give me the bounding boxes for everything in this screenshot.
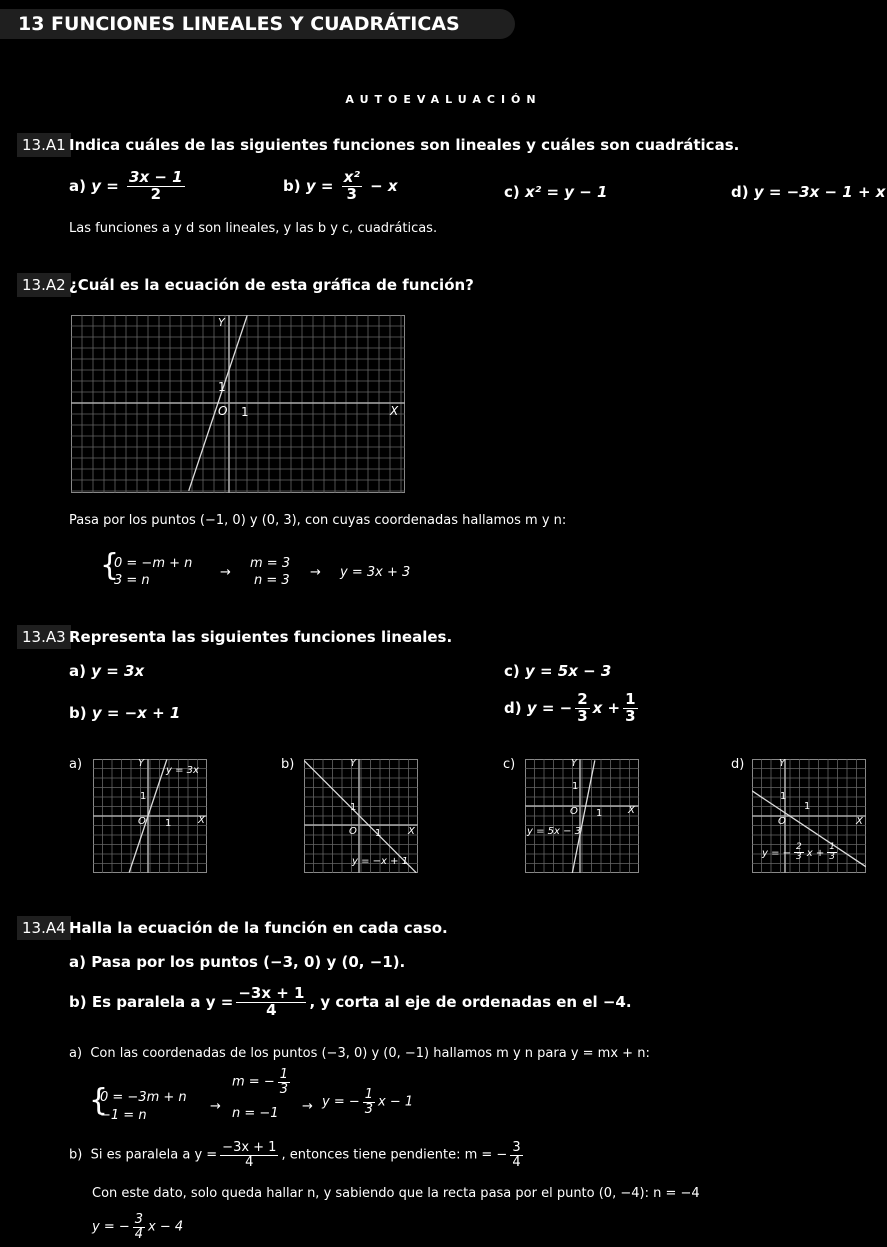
q4-answer-b-line2: Con este dato, solo queda hallar n, y sabiendo que la recta pasa por el punto (0, −4): n = −4 [92, 1186, 700, 1201]
q4-a-m-value: m = − $\frac{1}{3}$ [232, 1067, 288, 1097]
q1-item-b: b) y = $\frac{\text{x²}}{3}$ − x [283, 168, 398, 203]
q2-system-eq2: 3 = n [114, 573, 150, 588]
q4-a-n-value: n = −1 [232, 1106, 279, 1121]
q3-graph-a [93, 759, 207, 873]
q2-answer: Pasa por los puntos (−1, 0) y (0, 3), con cuyas coordenadas hallamos m y n: [69, 513, 567, 528]
q3-item-c: c) y = 5x − 3 [504, 662, 612, 680]
q3-graph-a-one-y: 1 [140, 791, 147, 802]
q2-y-unit-label: 1 [218, 380, 226, 394]
q3-item-a: a) y = 3x [69, 662, 145, 680]
page-title: 13 FUNCIONES LINEALES Y CUADRÁTICAS [18, 13, 460, 35]
q3-graph-b-one-x: 1 [375, 828, 382, 839]
q3-graph-d-one-y: 1 [780, 791, 787, 802]
q4-a-arrow-1: → [210, 1099, 221, 1114]
q3-graph-c-one-x: 1 [596, 808, 603, 819]
q2-n-value: n = 3 [254, 573, 290, 588]
q2-result: y = 3x + 3 [340, 565, 411, 580]
q4-a-eq2: −1 = n [100, 1108, 147, 1123]
q3-graph-a-one-x: 1 [165, 818, 172, 829]
q1-item-a: a) y = $\frac{3x - 1}{2}$ [69, 168, 183, 203]
q3-graph-b-x-label: X [408, 826, 415, 837]
q2-system-eq1: 0 = −m + n [114, 556, 193, 571]
q3-graph-b-origin: O [349, 826, 357, 837]
q1-item-d: d) y = −3x − 1 + x [731, 183, 886, 201]
q4-answer-a: a) Con las coordenadas de los puntos (−3, 0) y (0, −1) hallamos m y n para y = mx + n: [69, 1046, 650, 1061]
question-prompt-a1: Indica cuáles de las siguientes funciones son lineales y cuáles son cuadráticas. [69, 136, 740, 154]
q4-a-arrow-2: → [302, 1099, 313, 1114]
q4-answer-b-result: y = − $\frac{3}{4}$ x − 4 [92, 1212, 184, 1242]
q3-graph-c-x-label: X [628, 805, 635, 816]
q3-item-d: d) y = − $\frac{2}{3}$ x + $\frac{1}{3}$ [504, 690, 636, 725]
question-prompt-a2: ¿Cuál es la ecuación de esta gráfica de función? [69, 276, 474, 294]
q3-graph-a-origin: O [138, 816, 146, 827]
q3-graph-b-y-label: Y [350, 758, 357, 769]
q3-graph-d-label: d) [731, 757, 745, 772]
q4-item-a: a) Pasa por los puntos (−3, 0) y (0, −1). [69, 953, 406, 971]
q2-arrow-2: → [310, 565, 321, 580]
q3-graph-d-y-label: Y [779, 758, 786, 769]
q3-graph-c-origin: O [570, 806, 578, 817]
section-subtitle: AUTOEVALUACIÓN [345, 93, 542, 106]
question-number-a1: 13.A1 [17, 133, 71, 157]
q3-graph-c-label: c) [503, 757, 516, 772]
q2-arrow-1: → [220, 565, 231, 580]
q3-graph-b-one-y: 1 [350, 802, 357, 813]
q1-item-c: c) x² = y − 1 [504, 183, 608, 201]
q1-answer: Las funciones a y d son lineales, y las b y c, cuadráticas. [69, 221, 438, 236]
q2-m-value: m = 3 [250, 556, 291, 571]
q4-a-eq1: 0 = −3m + n [100, 1090, 187, 1105]
q2-x-axis-label: X [390, 404, 399, 418]
q3-graph-c-equation: y = 5x − 3 [527, 826, 582, 837]
q3-graph-d-equation: y = − $\frac{2}{3}$ x + $\frac{1}{3}$ [762, 842, 835, 863]
q3-graph-b-equation: y = −x + 1 [352, 856, 409, 867]
q3-item-b: b) y = −x + 1 [69, 704, 181, 722]
question-number-a4: 13.A4 [17, 916, 71, 940]
q3-graph-a-equation: y = 3x [166, 765, 199, 776]
q3-graph-b-label: b) [281, 757, 295, 772]
q4-a-result: y = − $\frac{1}{3}$ x − 1 [322, 1087, 414, 1117]
q2-x-unit-label: 1 [241, 405, 249, 419]
q4-item-b: b) Es paralela a y = $\frac{-3x + 1}{4}$ , y corta al eje de ordenadas en el −4. [69, 984, 632, 1019]
q3-graph-c-one-y: 1 [572, 781, 579, 792]
q3-graph-c [525, 759, 639, 873]
q2-y-axis-label: Y [218, 316, 225, 329]
q3-graph-d-x-label: X [856, 816, 863, 827]
q3-graph-c-y-label: Y [571, 758, 578, 769]
q2-graph [71, 315, 405, 493]
q3-graph-a-x-label: X [198, 815, 205, 826]
question-prompt-a4: Halla la ecuación de la función en cada caso. [69, 919, 448, 937]
question-number-a2: 13.A2 [17, 273, 71, 297]
q3-graph-d-origin: O [778, 816, 786, 827]
question-prompt-a3: Representa las siguientes funciones lineales. [69, 628, 453, 646]
q2-origin-label: O [218, 404, 228, 418]
question-number-a3: 13.A3 [17, 625, 71, 649]
q3-graph-a-label: a) [69, 757, 83, 772]
q4-answer-b: b) Si es paralela a y = $\frac{-3x + 1}{4}$ , entonces tiene pendiente: m = − $\frac{3}{4}$ [69, 1140, 521, 1170]
q3-graph-a-y-label: Y [138, 758, 145, 769]
q3-graph-d-one-x: 1 [804, 801, 811, 812]
